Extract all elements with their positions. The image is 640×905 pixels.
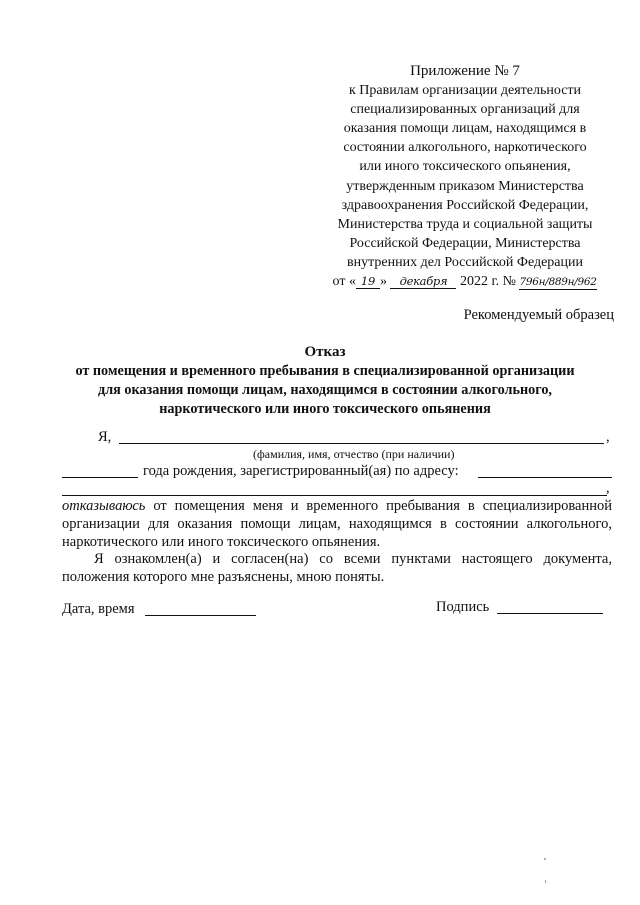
document-title-line: наркотического или иного токсического опьянения	[159, 401, 491, 417]
appendix-header	[300, 62, 630, 291]
refusal-word: отказываюсь	[62, 498, 146, 514]
appendix-line: Министерства труда и социальной защиты	[337, 216, 593, 232]
document-title-line: от помещения и временного пребывания в специализированной организации	[75, 363, 575, 379]
refusal-line-3: наркотического или иного токсического опьянения.	[62, 534, 381, 550]
name-trailing-comma: ,	[606, 429, 610, 445]
acknowledgement-line-1: Я ознакомлен(а) и согласен(на) со всеми пунктами настоящего документа,	[94, 551, 612, 567]
signature-label: Подпись	[436, 599, 490, 615]
birth-year-field-line[interactable]	[62, 477, 138, 478]
date-time-field-line[interactable]	[145, 615, 256, 616]
appendix-date-line	[300, 272, 630, 291]
appendix-line: внутренних дел Российской Федерации	[346, 254, 584, 270]
appendix-line: оказания помощи лицам, находящимся в	[343, 121, 587, 137]
appendix-line: состоянии алкогольного, наркотического	[343, 140, 587, 156]
appendix-line: утвержденным приказом Министерства	[346, 178, 584, 194]
date-time-label: Дата, время	[62, 601, 135, 617]
year-text: 2022 г. №	[459, 274, 516, 290]
document-title	[40, 343, 610, 419]
address-trailing-comma: ,	[606, 480, 610, 496]
appendix-line: к Правилам организации деятельности	[348, 83, 582, 99]
scan-speck	[544, 858, 546, 860]
document-title-line: для оказания помощи лицам, находящимся в состоянии алкогольного,	[98, 382, 552, 398]
recommended-sample-label: Рекомендуемый образец	[463, 307, 614, 323]
appendix-title: Приложение № 7	[410, 63, 520, 79]
birth-address-label: года рождения, зарегистрированный(ая) по адресу:	[143, 463, 459, 479]
handwritten-month: декабря	[390, 275, 456, 289]
acknowledgement-line-2: положения которого мне разъяснены, мною поняты.	[62, 569, 385, 585]
handwritten-day: 19	[356, 275, 380, 289]
name-field-line[interactable]	[119, 443, 604, 444]
date-separator: »	[379, 274, 387, 290]
document-title-main: Отказ	[304, 344, 346, 360]
appendix-line: или иного токсического опьянения,	[359, 159, 571, 175]
date-prefix: от «	[332, 274, 356, 290]
appendix-line: Российской Федерации, Министерства	[349, 235, 581, 251]
address-field-line-1[interactable]	[478, 477, 612, 478]
handwritten-order-number: 796н/889н/962	[519, 276, 597, 289]
address-field-line-2[interactable]	[62, 495, 607, 496]
appendix-line: здравоохранения Российской Федерации,	[341, 197, 589, 213]
name-hint: (фамилия, имя, отчество (при наличии)	[253, 447, 455, 461]
appendix-line: специализированных организаций для	[350, 102, 580, 118]
signature-field-line[interactable]	[497, 613, 603, 614]
scan-speck	[545, 880, 546, 883]
refusal-line-1	[62, 497, 612, 515]
i-label: Я,	[98, 429, 112, 445]
refusal-line-2: организации для оказания помощи лицам, находящимся в состоянии алкогольного,	[62, 516, 612, 532]
refusal-line-1-rest: от помещения меня и временного пребывания в специализированной	[153, 498, 613, 514]
